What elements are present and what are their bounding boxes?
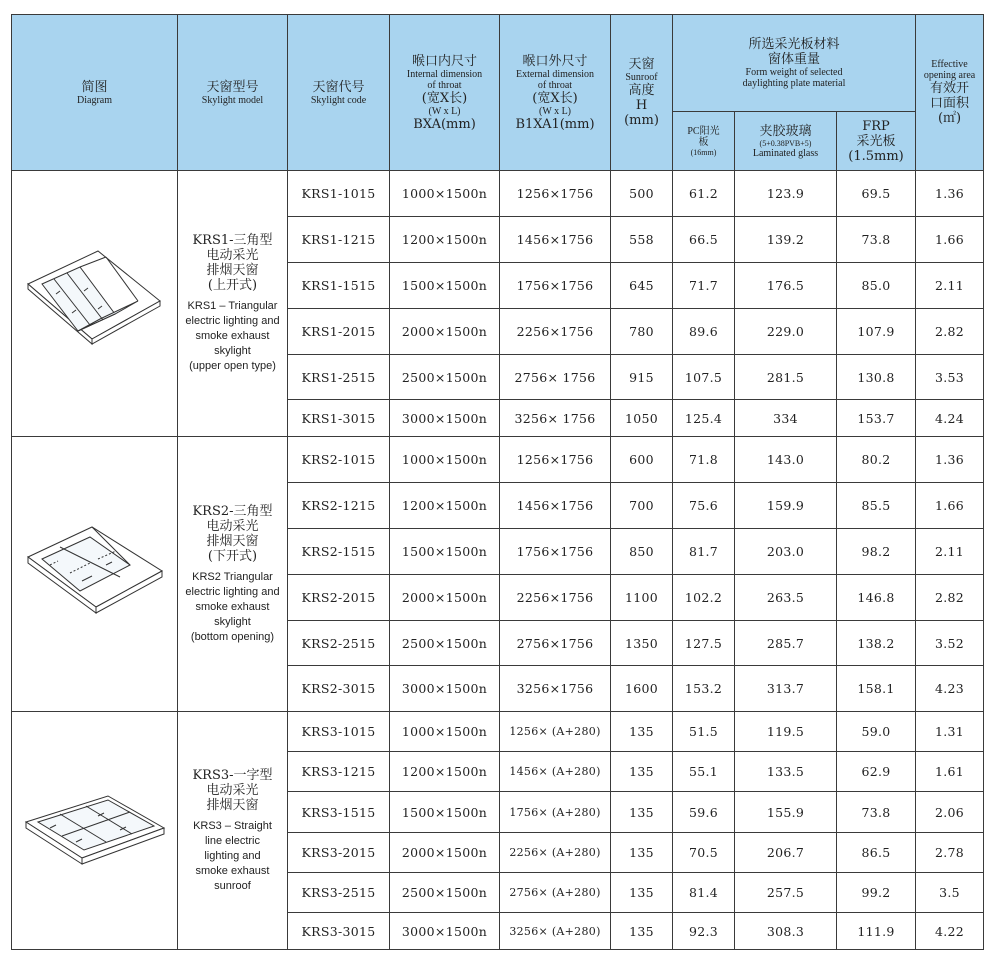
cell-internal: 1500×1500n xyxy=(390,529,500,575)
cell-glass: 133.5 xyxy=(735,752,837,792)
cell-code: KRS3-1515 xyxy=(288,792,390,833)
cell-height: 135 xyxy=(611,833,673,873)
cell-area: 1.61 xyxy=(916,752,984,792)
cell-area: 4.23 xyxy=(916,666,984,712)
cell-area: 3.52 xyxy=(916,621,984,666)
cell-external: 2256×1756 xyxy=(500,575,611,621)
cell-external: 1256×1756 xyxy=(500,437,611,483)
cell-external: 2756× (A+280) xyxy=(500,873,611,913)
cell-internal: 1200×1500n xyxy=(390,483,500,529)
cell-external: 2256×1756 xyxy=(500,309,611,355)
cell-external: 2756× 1756 xyxy=(500,355,611,400)
model-name-en: KRS3 – Straight line electric lighting and smoke exhaust sunroof xyxy=(193,819,272,892)
skylight-diagram xyxy=(12,171,178,437)
cell-external: 1456× (A+280) xyxy=(500,752,611,792)
skylight-spec-table xyxy=(11,14,984,950)
cell-frp: 59.0 xyxy=(837,712,916,752)
header-laminated-glass: 夹胶玻璃 (5+0.38PVB+5) Laminated glass xyxy=(735,112,837,171)
cell-glass: 203.0 xyxy=(735,529,837,575)
cell-height: 915 xyxy=(611,355,673,400)
cell-glass: 263.5 xyxy=(735,575,837,621)
cell-code: KRS2-1015 xyxy=(288,437,390,483)
cell-pc: 70.5 xyxy=(673,833,735,873)
table-body xyxy=(12,171,984,950)
cell-glass: 155.9 xyxy=(735,792,837,833)
cell-height: 1600 xyxy=(611,666,673,712)
cell-glass: 123.9 xyxy=(735,171,837,217)
table-row xyxy=(12,712,984,752)
cell-internal: 2500×1500n xyxy=(390,873,500,913)
skylight-diagram xyxy=(12,712,178,950)
cell-pc: 107.5 xyxy=(673,355,735,400)
cell-external: 3256×1756 xyxy=(500,666,611,712)
cell-height: 135 xyxy=(611,873,673,913)
cell-area: 2.11 xyxy=(916,263,984,309)
cell-code: KRS3-2515 xyxy=(288,873,390,913)
cell-frp: 146.8 xyxy=(837,575,916,621)
cell-glass: 159.9 xyxy=(735,483,837,529)
cell-external: 2256× (A+280) xyxy=(500,833,611,873)
cell-external: 1756×1756 xyxy=(500,263,611,309)
cell-pc: 92.3 xyxy=(673,913,735,950)
cell-area: 1.31 xyxy=(916,712,984,752)
cell-glass: 334 xyxy=(735,400,837,437)
cell-glass: 206.7 xyxy=(735,833,837,873)
header-code: 天窗代号 Skylight code xyxy=(288,15,390,171)
cell-area: 1.36 xyxy=(916,171,984,217)
cell-external: 1756× (A+280) xyxy=(500,792,611,833)
cell-frp: 111.9 xyxy=(837,913,916,950)
cell-external: 1256× (A+280) xyxy=(500,712,611,752)
cell-area: 3.5 xyxy=(916,873,984,913)
cell-height: 1100 xyxy=(611,575,673,621)
cell-pc: 81.7 xyxy=(673,529,735,575)
cell-area: 4.22 xyxy=(916,913,984,950)
cell-internal: 2000×1500n xyxy=(390,309,500,355)
model-name-zh: KRS1-三角型 电动采光 排烟天窗 (上开式) xyxy=(192,233,273,293)
cell-area: 2.06 xyxy=(916,792,984,833)
cell-pc: 127.5 xyxy=(673,621,735,666)
cell-code: KRS3-2015 xyxy=(288,833,390,873)
cell-height: 135 xyxy=(611,913,673,950)
cell-pc: 125.4 xyxy=(673,400,735,437)
cell-pc: 51.5 xyxy=(673,712,735,752)
model-name-en: KRS2 Triangular electric lighting and smoke exhaust skylight (bottom opening) xyxy=(185,570,280,643)
header-form-weight: 所选采光板材料 窗体重量 Form weight of selected daylighting plate material xyxy=(673,15,916,112)
cell-code: KRS1-3015 xyxy=(288,400,390,437)
cell-glass: 143.0 xyxy=(735,437,837,483)
header-model: 天窗型号 Skylight model xyxy=(178,15,288,171)
cell-glass: 285.7 xyxy=(735,621,837,666)
cell-pc: 71.8 xyxy=(673,437,735,483)
cell-area: 2.82 xyxy=(916,575,984,621)
cell-code: KRS1-1515 xyxy=(288,263,390,309)
model-name-en: KRS1 – Triangular electric lighting and smoke exhaust skylight (upper open type) xyxy=(185,300,280,372)
cell-internal: 3000×1500n xyxy=(390,913,500,950)
header-sunroof-height: 天窗 Sunroof 高度 H (mm) xyxy=(611,15,673,171)
cell-glass: 119.5 xyxy=(735,712,837,752)
cell-internal: 1500×1500n xyxy=(390,792,500,833)
cell-frp: 69.5 xyxy=(837,171,916,217)
cell-pc: 153.2 xyxy=(673,666,735,712)
cell-glass: 308.3 xyxy=(735,913,837,950)
header-diagram: 简图 Diagram xyxy=(12,15,178,171)
cell-external: 1456×1756 xyxy=(500,217,611,263)
cell-frp: 138.2 xyxy=(837,621,916,666)
skylight-diagram xyxy=(12,437,178,712)
cell-height: 1350 xyxy=(611,621,673,666)
cell-pc: 59.6 xyxy=(673,792,735,833)
cell-frp: 130.8 xyxy=(837,355,916,400)
cell-height: 645 xyxy=(611,263,673,309)
cell-internal: 2500×1500n xyxy=(390,355,500,400)
cell-area: 2.82 xyxy=(916,309,984,355)
cell-height: 780 xyxy=(611,309,673,355)
cell-frp: 153.7 xyxy=(837,400,916,437)
cell-height: 850 xyxy=(611,529,673,575)
model-name-zh: KRS2-三角型 电动采光 排烟天窗 (下开式) xyxy=(192,503,273,564)
cell-glass: 313.7 xyxy=(735,666,837,712)
cell-code: KRS2-1215 xyxy=(288,483,390,529)
cell-area: 1.36 xyxy=(916,437,984,483)
skylight-model xyxy=(178,437,288,712)
header-external-dimension: 喉口外尺寸 External dimension of throat (宽X长) (W x L) B1XA1(mm) xyxy=(500,15,611,171)
cell-height: 135 xyxy=(611,792,673,833)
header-pc-board: PC阳光 板 (16mm) xyxy=(673,112,735,171)
cell-height: 500 xyxy=(611,171,673,217)
cell-pc: 71.7 xyxy=(673,263,735,309)
cell-external: 1256×1756 xyxy=(500,171,611,217)
header-frp: FRP 采光板 (1.5mm) xyxy=(837,112,916,171)
cell-frp: 62.9 xyxy=(837,752,916,792)
cell-external: 1756×1756 xyxy=(500,529,611,575)
cell-external: 1456×1756 xyxy=(500,483,611,529)
cell-frp: 85.5 xyxy=(837,483,916,529)
cell-area: 2.11 xyxy=(916,529,984,575)
cell-area: 1.66 xyxy=(916,217,984,263)
cell-area: 4.24 xyxy=(916,400,984,437)
cell-internal: 1200×1500n xyxy=(390,217,500,263)
cell-external: 2756×1756 xyxy=(500,621,611,666)
cell-internal: 1000×1500n xyxy=(390,712,500,752)
cell-frp: 86.5 xyxy=(837,833,916,873)
cell-frp: 107.9 xyxy=(837,309,916,355)
cell-frp: 158.1 xyxy=(837,666,916,712)
cell-area: 3.53 xyxy=(916,355,984,400)
cell-pc: 81.4 xyxy=(673,873,735,913)
cell-internal: 3000×1500n xyxy=(390,400,500,437)
cell-pc: 89.6 xyxy=(673,309,735,355)
skylight-model xyxy=(178,171,288,437)
table-header xyxy=(12,15,984,171)
model-name-zh: KRS3-一字型 电动采光 排烟天窗 xyxy=(192,767,273,813)
cell-height: 700 xyxy=(611,483,673,529)
cell-code: KRS3-1215 xyxy=(288,752,390,792)
cell-code: KRS1-2515 xyxy=(288,355,390,400)
cell-glass: 281.5 xyxy=(735,355,837,400)
cell-code: KRS2-2015 xyxy=(288,575,390,621)
cell-external: 3256× (A+280) xyxy=(500,913,611,950)
cell-frp: 99.2 xyxy=(837,873,916,913)
cell-glass: 229.0 xyxy=(735,309,837,355)
cell-pc: 102.2 xyxy=(673,575,735,621)
cell-glass: 176.5 xyxy=(735,263,837,309)
cell-height: 135 xyxy=(611,752,673,792)
table-row xyxy=(12,437,984,483)
cell-internal: 2000×1500n xyxy=(390,833,500,873)
cell-internal: 3000×1500n xyxy=(390,666,500,712)
cell-internal: 1200×1500n xyxy=(390,752,500,792)
cell-code: KRS1-1215 xyxy=(288,217,390,263)
cell-height: 600 xyxy=(611,437,673,483)
cell-height: 1050 xyxy=(611,400,673,437)
cell-area: 2.78 xyxy=(916,833,984,873)
cell-glass: 257.5 xyxy=(735,873,837,913)
header-internal-dimension: 喉口内尺寸 Internal dimension of throat (宽X长) (W x L) BXA(mm) xyxy=(390,15,500,171)
cell-internal: 2000×1500n xyxy=(390,575,500,621)
cell-code: KRS2-1515 xyxy=(288,529,390,575)
cell-external: 3256× 1756 xyxy=(500,400,611,437)
cell-internal: 1000×1500n xyxy=(390,437,500,483)
cell-glass: 139.2 xyxy=(735,217,837,263)
header-effective-area: Effective opening area 有效开 口面积 (㎡) xyxy=(916,15,984,171)
cell-code: KRS2-3015 xyxy=(288,666,390,712)
cell-internal: 2500×1500n xyxy=(390,621,500,666)
skylight-model xyxy=(178,712,288,950)
cell-frp: 85.0 xyxy=(837,263,916,309)
cell-pc: 66.5 xyxy=(673,217,735,263)
cell-code: KRS1-1015 xyxy=(288,171,390,217)
cell-area: 1.66 xyxy=(916,483,984,529)
cell-height: 558 xyxy=(611,217,673,263)
cell-code: KRS3-1015 xyxy=(288,712,390,752)
cell-pc: 55.1 xyxy=(673,752,735,792)
cell-pc: 61.2 xyxy=(673,171,735,217)
cell-code: KRS1-2015 xyxy=(288,309,390,355)
cell-height: 135 xyxy=(611,712,673,752)
cell-frp: 73.8 xyxy=(837,217,916,263)
cell-code: KRS2-2515 xyxy=(288,621,390,666)
table-row xyxy=(12,171,984,217)
cell-frp: 80.2 xyxy=(837,437,916,483)
cell-pc: 75.6 xyxy=(673,483,735,529)
cell-code: KRS3-3015 xyxy=(288,913,390,950)
cell-internal: 1000×1500n xyxy=(390,171,500,217)
cell-internal: 1500×1500n xyxy=(390,263,500,309)
cell-frp: 98.2 xyxy=(837,529,916,575)
cell-frp: 73.8 xyxy=(837,792,916,833)
